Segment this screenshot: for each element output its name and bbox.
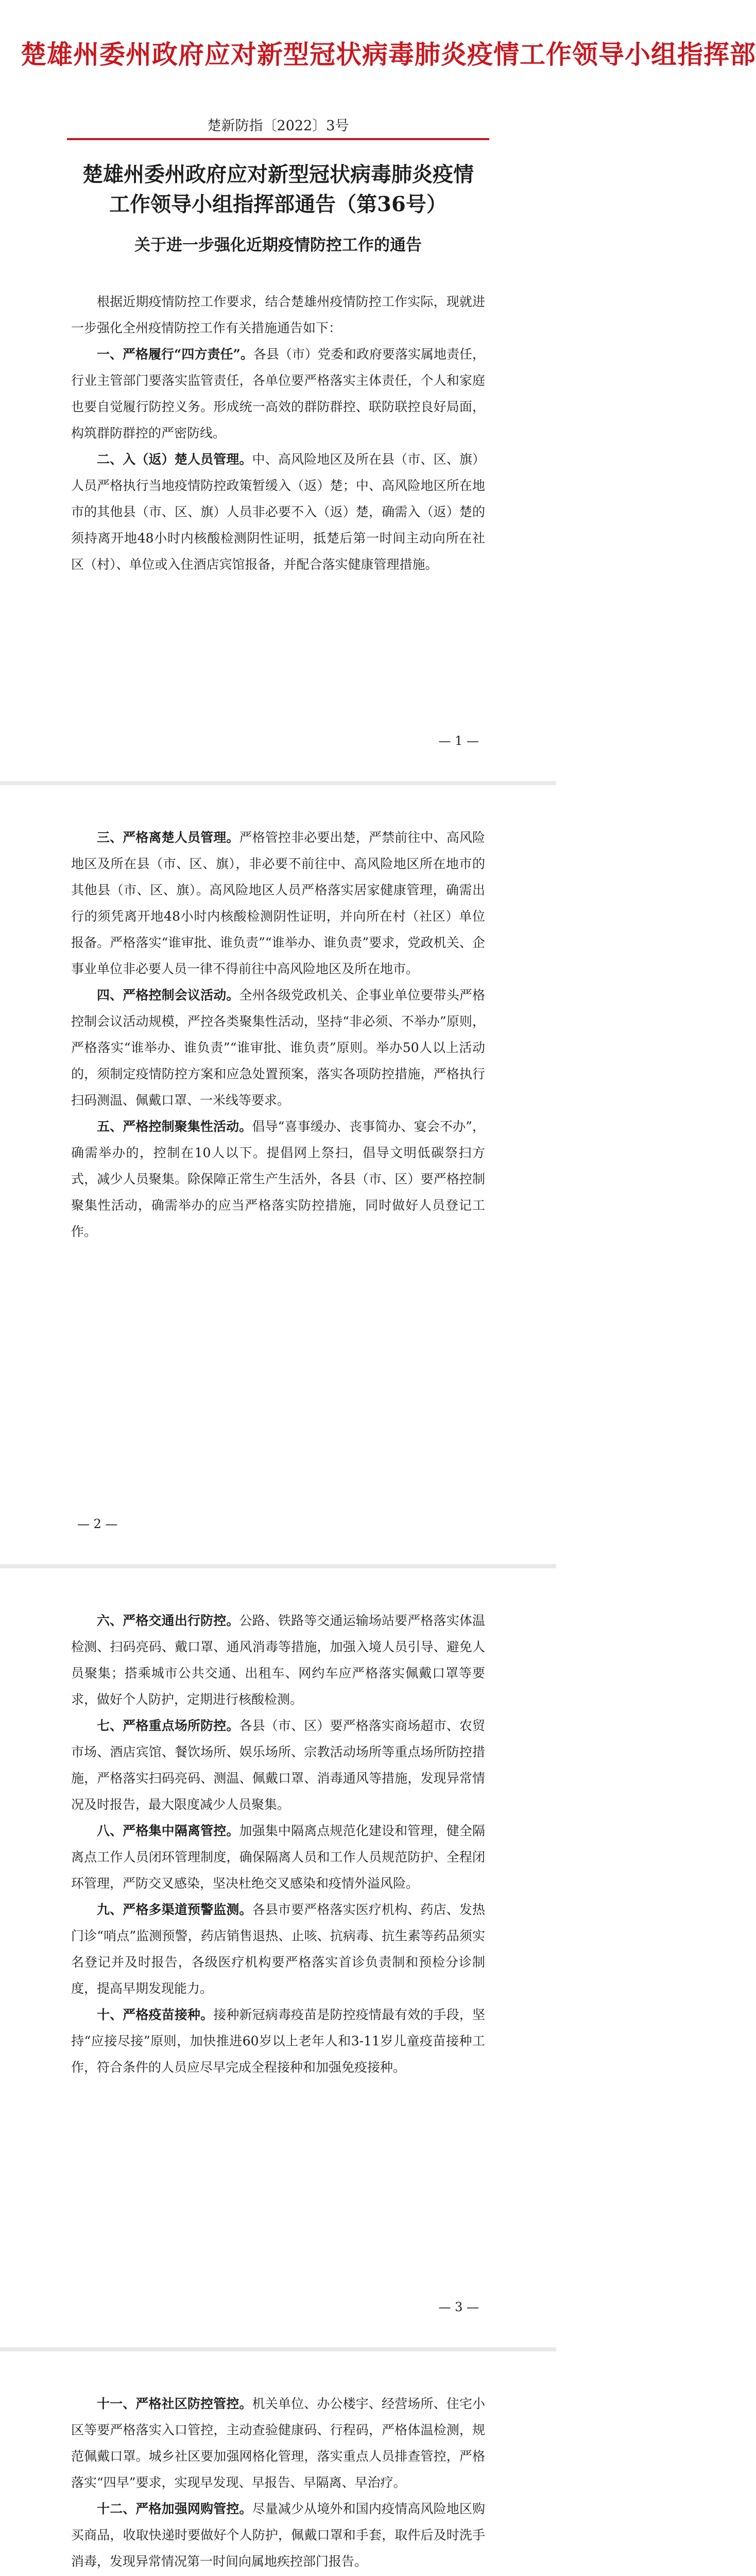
item-paragraph: [71, 1818, 485, 1896]
masthead: 楚雄州委州政府应对新型冠状病毒肺炎疫情工作领导小组指挥部: [21, 39, 756, 70]
item-text: 倡导“喜事缓办、丧事简办、宴会不办”，确需举办的，控制在10人以下。提倡网上祭扫，倡导文明低碳祭扫方式，减少人员聚集。除保障正常生产生活外，各县（市、区）要严格控制聚集性活动，确需举办的应当严格落实防控措施，同时做好人员登记工作。: [71, 1119, 485, 1239]
item-text: 加强集中隔离点规范化建设和管理，健全隔离点工作人员闭环管理制度，确保隔离人员和工作人员规范防护、全程闭环管理，严防交叉感染，坚决杜绝交叉感染和疫情外溢风险。: [71, 1823, 485, 1891]
item-heading: 八、严格集中隔离管控。: [97, 1823, 239, 1838]
page-2: 三、严格离楚人员管理。严格管控非必要出楚，严禁前往中、高风险地区及所在县（市、区、旗），非必要不前往中、高风险地区所在地市的其他县（市、区、旗）。高风险地区人员严格落实居家健康管理，确需出行的须凭离开地48小时内核酸检测阴性证明，并向所在村（社区）单位报备。严格落实“谁审批、谁负责”“谁举办、谁负责”要求，党政机关、企事业单位非必要人员一律不得前往中高风险地区及所在地市。 四、严格控制会议活动。全州各级党政机关、企事业单位要带头严格控制会议活动规模，严控各类聚集性活动，坚持“非必须、不举办”原则，严格落实“谁举办、谁负责”“谁审批、谁负责”原则。举办50人以上活动的，须制定疫情防控方案和应急处置预案，落实各项防控措施，严格执行扫码测温、佩戴口罩、一米线等要求。 五、严格控制聚集性活动。倡导“喜事缓办、丧事简办、宴会不办”，确需举办的，控制在10人以下。提倡网上祭扫，倡导文明低碳祭扫方式，减少人员聚集。除保障正常生产生活外，各县（市、区）要严格控制聚集性活动，确需举办的应当严格落实防控措施，同时做好人员登记工作。 — 2 —: [0, 783, 556, 1566]
item-text: 尽量减少从境外和国内疫情高风险地区购买商品，收取快递时要做好个人防护，佩戴口罩和手套，取件后及时洗手消毒，发现异常情况第一时间向属地疾控部门报告。: [71, 2501, 485, 2569]
item-paragraph: [71, 2002, 485, 2080]
item-paragraph: [71, 446, 485, 578]
body-page-1: [71, 289, 485, 578]
title-line-2: 工作领导小组指挥部通告（第36号）: [109, 192, 447, 216]
item-heading: 二、入（返）楚人员管理。: [97, 452, 252, 467]
item-paragraph: [71, 824, 485, 982]
item-text: 接种新冠病毒疫苗是防控疫情最有效的手段，坚持“应接尽接”原则，加快推进60岁以上老年人和3-11岁儿童疫苗接种工作，符合条件的人员应尽早完成全程接种和加强免疫接种。: [71, 2007, 485, 2075]
page-1: 楚雄州委州政府应对新型冠状病毒肺炎疫情工作领导小组指挥部 楚新防指〔2022〕3号 楚雄州委州政府应对新型冠状病毒肺炎疫情 工作领导小组指挥部通告（第36号） 关于进一步强化近期疫情防控工作的通告 根据近期疫情防控工作要求，结合楚雄州疫情防控工作实际，现就进一步强化全州疫情防控工作有关措施通告如下： 一、严格履行“四方责任”。各县（市）党委和政府要落实属地责任，行业主管部门要落实监管责任，各单位要严格落实主体责任，个人和家庭也要自觉履行防控义务。形成统一高效的群防群控、联防联控良好局面，构筑群防群控的严密防线。 二、入（返）楚人员管理。中、高风险地区及所在县（市、区、旗）人员严格执行当地疫情防控政策暂缓入（返）楚；中、高风险地区所在地市的其他县（市、区、旗）人员非必要不入（返）楚，确需入（返）楚的须持离开地48小时内核酸检测阴性证明，抵楚后第一时间主动向所在社区（村）、单位或入住酒店宾馆报备，并配合落实健康管理措施。 — 1 —: [0, 0, 556, 783]
item-heading: 十二、严格加强网购管控。: [97, 2501, 252, 2516]
item-paragraph: [71, 982, 485, 1113]
item-paragraph: [71, 1896, 485, 2002]
item-text: 严格管控非必要出楚，严禁前往中、高风险地区及所在县（市、区、旗），非必要不前往中、高风险地区所在地市的其他县（市、区、旗）。高风险地区人员严格落实居家健康管理，确需出行的须凭离开地48小时内核酸检测阴性证明，并向所在村（社区）单位报备。严格落实“谁审批、谁负责”“谁举办、谁负责”要求，党政机关、企事业单位非必要人员一律不得前往中高风险地区及所在地市。: [71, 830, 485, 976]
body-page-4: [71, 2391, 485, 2576]
item-heading: 五、严格控制聚集性活动。: [97, 1119, 252, 1134]
item-text: 各县市要严格落实医疗机构、药店、发热门诊“哨点”监测预警，药店销售退热、止咳、抗病毒、抗生素等药品须实名登记并及时报告，各级医疗机构要严格落实首诊负责制和预检分诊制度，提高早期发现能力。: [71, 1902, 485, 1996]
item-paragraph: [71, 2391, 485, 2496]
red-rule: [67, 138, 489, 140]
item-text: 机关单位、办公楼宇、经营场所、住宅小区等要严格落实入口管控，主动查验健康码、行程码，严格体温检测，规范佩戴口罩。城乡社区要加强网格化管理，落实重点人员排查管控，严格落实“四早”要求，实现早发现、早报告、早隔离、早治疗。: [71, 2396, 485, 2490]
notice-subtitle: 关于进一步强化近期疫情防控工作的通告: [134, 236, 422, 255]
item-paragraph: [71, 1607, 485, 1713]
item-paragraph: [71, 1713, 485, 1818]
item-heading: 三、严格离楚人员管理。: [97, 830, 239, 845]
item-heading: 一、严格履行“四方责任”。: [97, 347, 253, 362]
item-heading: 六、严格交通出行防控。: [97, 1613, 239, 1628]
item-heading: 七、严格重点场所防控。: [97, 1718, 239, 1733]
item-text: 各县（市）党委和政府要落实属地责任，行业主管部门要落实监管责任，各单位要严格落实主体责任，个人和家庭也要自觉履行防控义务。形成统一高效的群防群控、联防联控良好局面，构筑群防群控的严密防线。: [71, 347, 485, 440]
item-paragraph: [71, 341, 485, 446]
title-line-1: 楚雄州委州政府应对新型冠状病毒肺炎疫情: [82, 162, 474, 187]
item-heading: 十、严格疫苗接种。: [97, 2007, 214, 2022]
item-heading: 十一、严格社区防控管控。: [97, 2396, 252, 2411]
item-text: 全州各级党政机关、企事业单位要带头严格控制会议活动规模，严控各类聚集性活动，坚持“非必须、不举办”原则，严格落实“谁举办、谁负责”“谁审批、谁负责”原则。举办50人以上活动的，须制定疫情防控方案和应急处置预案，落实各项防控措施，严格执行扫码测温、佩戴口罩、一米线等要求。: [71, 988, 485, 1108]
body-page-2: [71, 824, 485, 1245]
item-heading: 九、严格多渠道预警监测。: [97, 1902, 252, 1917]
item-paragraph: [71, 1113, 485, 1245]
item-heading: 四、严格控制会议活动。: [97, 988, 239, 1003]
item-text: 中、高风险地区及所在县（市、区、旗）人员严格执行当地疫情防控政策暂缓入（返）楚；中、高风险地区所在地市的其他县（市、区、旗）人员非必要不入（返）楚，确需入（返）楚的须持离开地48小时内核酸检测阴性证明，抵楚后第一时间主动向所在社区（村）、单位或入住酒店宾馆报备，并配合落实健康管理措施。: [71, 452, 485, 572]
notice-title: [51, 160, 505, 219]
body-page-3: [71, 1607, 485, 2080]
intro-paragraph: 根据近期疫情防控工作要求，结合楚雄州疫情防控工作实际，现就进一步强化全州疫情防控工作有关措施通告如下：: [71, 294, 485, 335]
item-text: 各县（市、区）要严格落实商场超市、农贸市场、酒店宾馆、餐饮场所、娱乐场所、宗教活动场所等重点场所防控措施，严格落实扫码亮码、测温、佩戴口罩、消毒通风等措施，发现异常情况及时报告，最大限度减少人员聚集。: [71, 1718, 485, 1812]
doc-number: 楚新防指〔2022〕3号: [207, 118, 349, 134]
item-paragraph: [71, 2496, 485, 2574]
page-4: [0, 2349, 556, 2576]
item-text: 公路、铁路等交通运输场站要严格落实体温检测、扫码亮码、戴口罩、通风消毒等措施，加强入境人员引导、避免人员聚集；搭乘城市公共交通、出租车、网约车应严格落实佩戴口罩等要求，做好个人防护，定期进行核酸检测。: [71, 1613, 485, 1707]
page-3: 六、严格交通出行防控。公路、铁路等交通运输场站要严格落实体温检测、扫码亮码、戴口罩、通风消毒等措施，加强入境人员引导、避免人员聚集；搭乘城市公共交通、出租车、网约车应严格落实佩戴口罩等要求，做好个人防护，定期进行核酸检测。 七、严格重点场所防控。各县（市、区）要严格落实商场超市、农贸市场、酒店宾馆、餐饮场所、娱乐场所、宗教活动场所等重点场所防控措施，严格落实扫码亮码、测温、佩戴口罩、消毒通风等措施，发现异常情况及时报告，最大限度减少人员聚集。 八、严格集中隔离管控。加强集中隔离点规范化建设和管理，健全隔离点工作人员闭环管理制度，确保隔离人员和工作人员规范防护、全程闭环管理，严防交叉感染，坚决杜绝交叉感染和疫情外溢风险。 九、严格多渠道预警监测。各县市要严格落实医疗机构、药店、发热门诊“哨点”监测预警，药店销售退热、止咳、抗病毒、抗生素等药品须实名登记并及时报告，各级医疗机构要严格落实首诊负责制和预检分诊制度，提高早期发现能力。 十、严格疫苗接种。接种新冠病毒疫苗是防控疫情最有效的手段，坚持“应接尽接”原则，加快推进60岁以上老年人和3-11岁儿童疫苗接种工作，符合条件的人员应尽早完成全程接种和加强免疫接种。 — 3 —: [0, 1566, 556, 2349]
